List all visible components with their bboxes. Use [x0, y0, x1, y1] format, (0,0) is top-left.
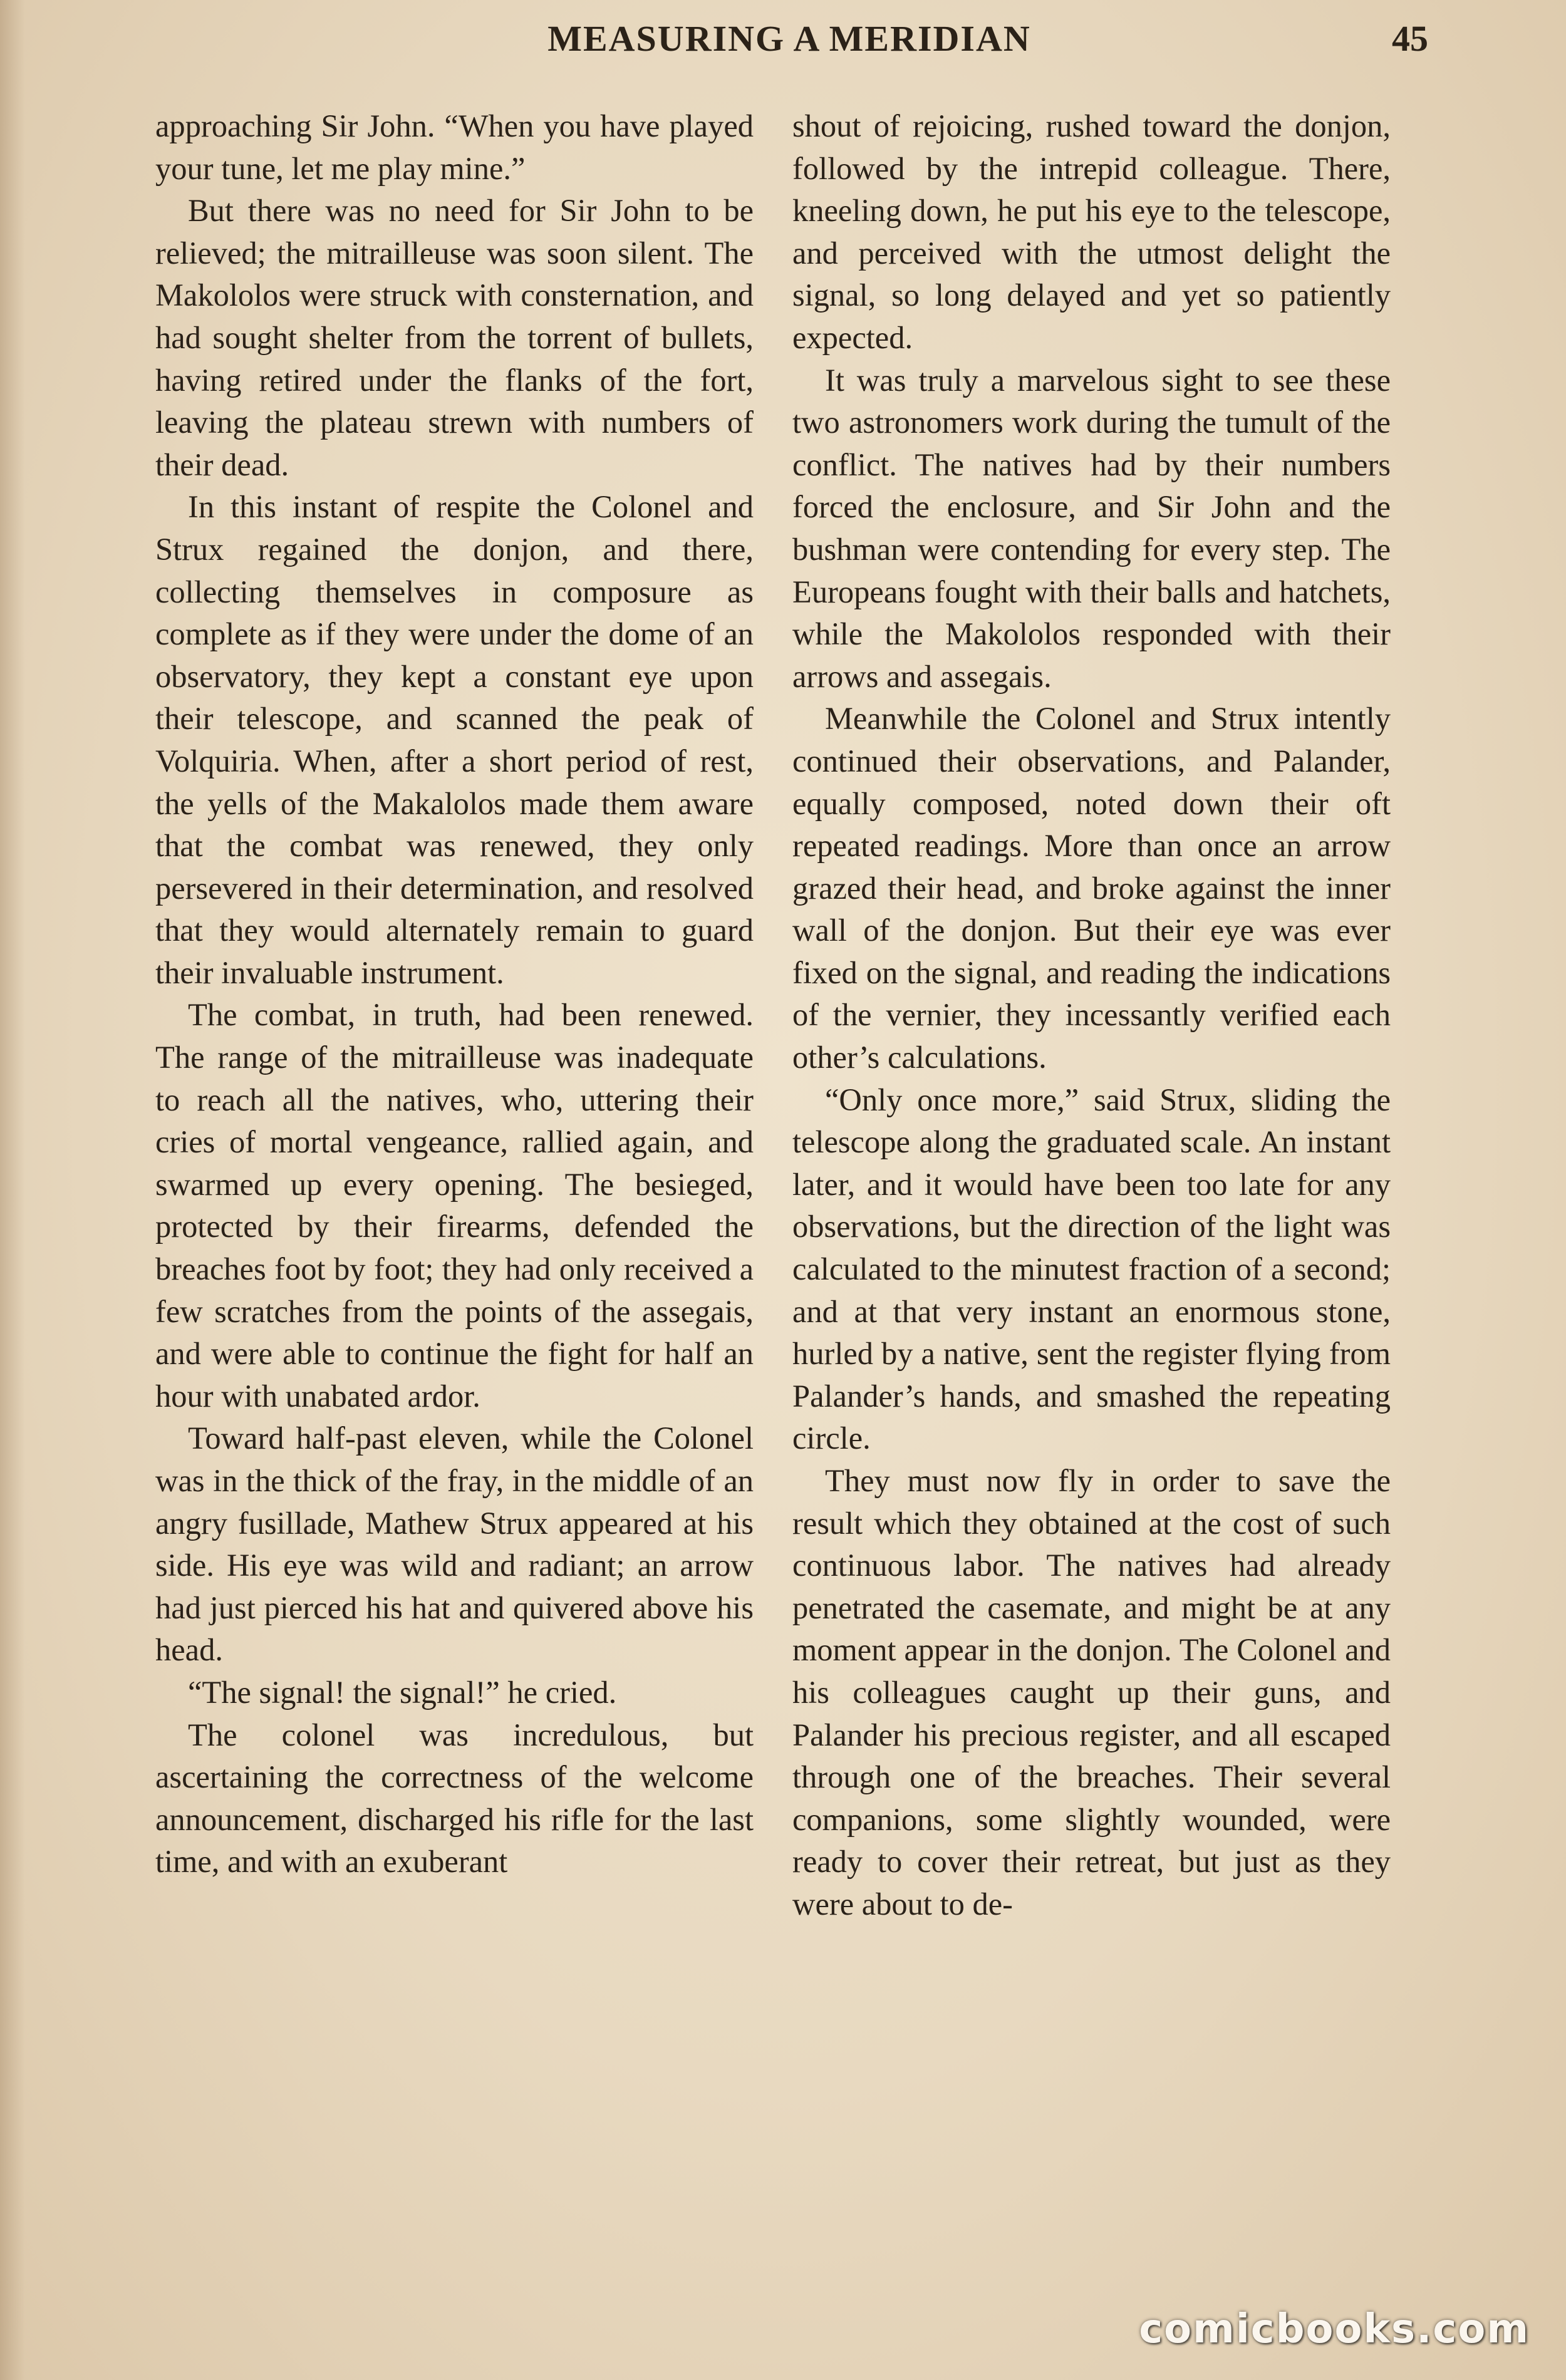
watermark: comicbooks.com: [1139, 2306, 1530, 2352]
paragraph: But there was no need for Sir John to be relieved; the mitrailleuse was soon silent. The Makololos were struck with consternation, and had sought shelter from the torrent of bullets, having retired under the flanks of the fort, leaving the plateau strewn with numbers of their dead.: [155, 193, 754, 482]
page-number: 45: [1392, 18, 1428, 59]
paragraph: shout of rejoicing, rushed toward the donjon, followed by the intrepid colleague. There, kneeling down, he put his eye to the telescope, and perceived with the utmost delight the signal, so long delayed and yet so patiently expected.: [792, 108, 1391, 355]
paragraph: approaching Sir John. “When you have played your tune, let me play mine.”: [155, 108, 754, 186]
paragraph: The combat, in truth, had been renewed. The range of the mitrailleuse was inadequate to reach all the natives, who, uttering their cries of mortal vengeance, rallied again, and swarmed up every opening. The besieged, protected by their firearms, defended the breaches foot by foot; they had only received a few scratches from the points of the assegais, and were able to continue the fight for half an hour with unabated ardor.: [155, 997, 754, 1414]
right-column: [792, 105, 1391, 1926]
paragraph: “Only once more,” said Strux, sliding the telescope along the graduated scale. An instant later, and it would have been too late for any observations, but the direction of the light was calculated to the minutest fraction of a second; and at that very instant an enormous stone, hurled by a native, sent the register flying from Palander’s hands, and smashed the repeating circle.: [792, 1082, 1391, 1456]
paragraph: The colonel was incredulous, but ascertaining the correctness of the welcome announcement, discharged his rifle for the last time, and with an exuberant: [155, 1717, 754, 1880]
left-column: [155, 105, 754, 1883]
paragraph: They must now fly in order to save the result which they obtained at the cost of such continuous labor. The natives had already penetrated the casemate, and might be at any moment appear in the donjon. The Colonel and his colleagues caught up their guns, and Palander his precious register, and all escaped through one of the breaches. Their several companions, some slightly wounded, were ready to cover their retreat, but just as they were about to de-: [792, 1463, 1391, 1922]
paragraph: It was truly a marvelous sight to see these two astronomers work during the tumult of the conflict. The natives had by their numbers forced the enclosure, and Sir John and the bushman were contending for every step. The Europeans fought with their balls and hatchets, while the Makololos responded with their arrows and assegais.: [792, 362, 1391, 694]
paragraph: Meanwhile the Colonel and Strux intently continued their observations, and Palander, equally composed, noted down their oft repeated readings. More than once an arrow grazed their head, and broke against the inner wall of the donjon. But their eye was ever fixed on the signal, and reading the indications of the vernier, they incessantly verified each other’s calculations.: [792, 701, 1391, 1075]
page-edge-shadow: [0, 0, 25, 2380]
running-title: MEASURING A MERIDIAN: [547, 18, 1031, 59]
paragraph: Toward half-past eleven, while the Colonel was in the thick of the fray, in the middle of an angry fusillade, Mathew Strux appeared at his side. His eye was wild and radiant; an arrow had just pierced his hat and quivered above his head.: [155, 1420, 754, 1668]
paragraph: “The signal! the signal!” he cried.: [188, 1674, 617, 1710]
page-header: [150, 18, 1428, 68]
paragraph: In this instant of respite the Colonel and Strux regained the donjon, and there, collecting themselves in composure as complete as if they were under the dome of an observatory, they kept a constant eye upon their telescope, and scanned the peak of Volquiria. When, after a short period of rest, the yells of the Makalolos made them aware that the combat was renewed, they only persevered in their determination, and resolved that they would alternately remain to guard their invaluable instrument.: [155, 489, 754, 990]
